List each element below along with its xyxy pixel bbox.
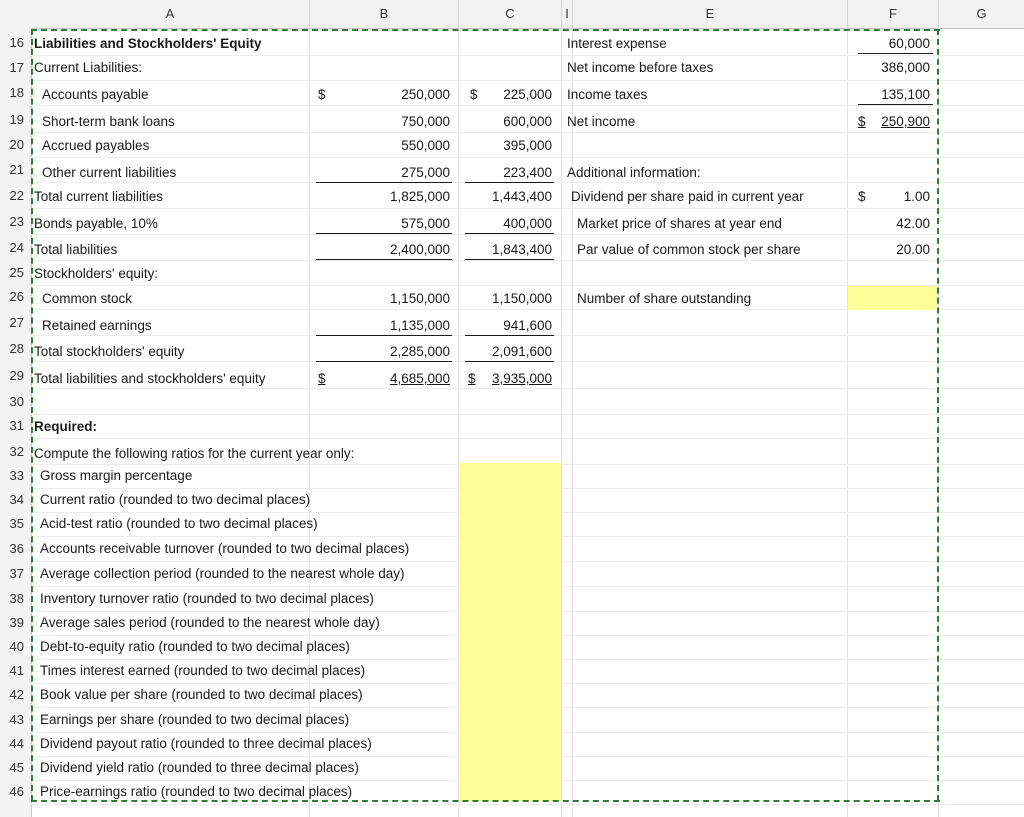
- selection-border-top: [31, 29, 940, 31]
- grid-line: [572, 28, 573, 817]
- ratio-item: Accounts receivable turnover (rounded to two decimal places): [40, 541, 410, 556]
- grid-line: [31, 804, 1024, 805]
- ratio-item: Dividend yield ratio (rounded to three decimal places): [40, 760, 359, 775]
- column-c-value[interactable]: 225,000: [503, 87, 552, 102]
- row-number[interactable]: 36: [9, 541, 24, 556]
- grid-line: [31, 80, 1024, 81]
- column-c-value[interactable]: 2,091,600: [491, 344, 552, 359]
- grid-line: [31, 388, 1024, 389]
- grid-line: [31, 55, 1024, 56]
- balance-heading: Liabilities and Stockholders' Equity: [34, 36, 262, 51]
- required-instruction: Compute the following ratios for the current year only:: [34, 446, 355, 461]
- bonds-payable-label: Bonds payable, 10%: [34, 216, 158, 231]
- dividend-per-share-value[interactable]: 1.00: [903, 189, 930, 204]
- shares-outstanding-label: Number of share outstanding: [577, 291, 752, 306]
- row-number[interactable]: 23: [9, 214, 24, 229]
- income-taxes-label: Income taxes: [567, 87, 648, 102]
- row-number[interactable]: 35: [9, 516, 24, 531]
- row-number[interactable]: 32: [9, 444, 24, 459]
- underline: [858, 53, 933, 54]
- column-b-value[interactable]: 2,400,000: [389, 242, 450, 257]
- underline: [465, 335, 554, 336]
- dollar-sign: $: [858, 189, 866, 204]
- interest-expense-value[interactable]: 60,000: [888, 36, 930, 51]
- column-b-value[interactable]: 550,000: [401, 138, 450, 153]
- column-b-value[interactable]: 250,000: [401, 87, 450, 102]
- total-liabilities-label: Total liabilities: [34, 242, 118, 257]
- common-stock-label: Common stock: [42, 291, 133, 306]
- row-number[interactable]: 18: [9, 85, 24, 100]
- row-number[interactable]: 22: [9, 188, 24, 203]
- dollar-sign: $: [318, 87, 326, 102]
- column-b-value[interactable]: 750,000: [401, 114, 450, 129]
- column-b-value[interactable]: 1,135,000: [389, 318, 450, 333]
- par-value-value[interactable]: 20.00: [896, 242, 930, 257]
- ratio-item: Average sales period (rounded to the nearest whole day): [40, 615, 380, 630]
- total-equity-label: Total stockholders' equity: [34, 344, 185, 359]
- underline: [316, 335, 452, 336]
- column-header-g[interactable]: G: [976, 6, 987, 21]
- row-number[interactable]: 17: [9, 60, 24, 75]
- column-c-value[interactable]: 1,843,400: [491, 242, 552, 257]
- selection-border-left: [31, 29, 33, 801]
- net-income-label: Net income: [567, 114, 636, 129]
- column-c-value[interactable]: 223,400: [503, 165, 552, 180]
- row-number[interactable]: 21: [9, 162, 24, 177]
- par-value-label: Par value of common stock per share: [577, 242, 801, 257]
- row-number[interactable]: 33: [9, 468, 24, 483]
- column-c-value[interactable]: 941,600: [503, 318, 552, 333]
- net-income-before-taxes-value[interactable]: 386,000: [881, 60, 930, 75]
- underline: [316, 259, 452, 260]
- row-number[interactable]: 31: [9, 418, 24, 433]
- column-header-i[interactable]: I: [562, 0, 573, 28]
- underline: [316, 182, 452, 183]
- row-number[interactable]: 20: [9, 137, 24, 152]
- selection-border-bottom: [31, 800, 940, 802]
- underline: [316, 233, 452, 234]
- row-number[interactable]: 42: [9, 687, 24, 702]
- grid-line: [31, 157, 1024, 158]
- row-number[interactable]: 24: [9, 240, 24, 255]
- column-b-value[interactable]: 275,000: [401, 165, 450, 180]
- row-number[interactable]: 41: [9, 663, 24, 678]
- grid-line: [31, 208, 1024, 209]
- underline: [465, 259, 554, 260]
- income-taxes-value[interactable]: 135,100: [881, 87, 930, 102]
- dollar-sign: $: [858, 114, 866, 129]
- dollar-sign: $: [468, 371, 476, 386]
- ratio-item: Earnings per share (rounded to two decimal places): [40, 712, 350, 727]
- ratio-item: Current ratio (rounded to two decimal places): [40, 492, 311, 507]
- ratio-item: Times interest earned (rounded to two decimal places): [40, 663, 366, 678]
- row-number[interactable]: 26: [9, 289, 24, 304]
- column-header-b[interactable]: B: [310, 0, 459, 28]
- column-header-e[interactable]: E: [573, 0, 848, 28]
- column-b-value[interactable]: 4,685,000: [389, 371, 450, 386]
- column-c-value[interactable]: 3,935,000: [491, 371, 552, 386]
- ratio-item: Gross margin percentage: [40, 468, 193, 483]
- row-number[interactable]: 37: [9, 566, 24, 581]
- dividend-per-share-label: Dividend per share paid in current year: [571, 189, 804, 204]
- short-term-loans-label: Short-term bank loans: [42, 114, 175, 129]
- row-number[interactable]: 40: [9, 639, 24, 654]
- grid-line: [31, 438, 1024, 439]
- required-heading: Required:: [34, 419, 98, 434]
- ratio-item: Dividend payout ratio (rounded to three decimal places): [40, 736, 372, 751]
- dollar-sign: $: [470, 87, 478, 102]
- accounts-payable-label: Accounts payable: [42, 87, 149, 102]
- shares-outstanding-input-cell[interactable]: [848, 286, 938, 310]
- row-number[interactable]: 27: [9, 315, 24, 330]
- row-number[interactable]: 46: [9, 784, 24, 799]
- row-number[interactable]: 29: [9, 368, 24, 383]
- underline: [858, 104, 933, 105]
- selection-border-right: [937, 29, 939, 801]
- ratio-item: Inventory turnover ratio (rounded to two decimal places): [40, 591, 374, 606]
- column-header-c[interactable]: C: [459, 0, 562, 28]
- net-income-before-taxes-label: Net income before taxes: [567, 60, 714, 75]
- grid-line: [561, 28, 562, 817]
- ratio-answer-cells[interactable]: [460, 463, 561, 801]
- interest-expense-label: Interest expense: [567, 36, 667, 51]
- dollar-sign: $: [318, 371, 326, 386]
- current-liabilities-label: Current Liabilities:: [34, 60, 143, 75]
- column-header-a[interactable]: A: [31, 0, 310, 28]
- grid-line: [31, 260, 1024, 261]
- row-number[interactable]: 43: [9, 712, 24, 727]
- grid-line: [847, 28, 848, 817]
- ratio-item: Acid-test ratio (rounded to two decimal places): [40, 516, 318, 531]
- column-c-value[interactable]: 1,443,400: [491, 189, 552, 204]
- ratio-item: Price-earnings ratio (rounded to two decimal places): [40, 784, 353, 799]
- underline: [465, 233, 554, 234]
- row-number[interactable]: 45: [9, 760, 24, 775]
- column-c-value[interactable]: 600,000: [503, 114, 552, 129]
- underline: [465, 182, 554, 183]
- row-number[interactable]: 25: [9, 265, 24, 280]
- underline: [465, 361, 554, 362]
- stockholders-equity-label: Stockholders' equity:: [34, 266, 159, 281]
- additional-info-heading: Additional information:: [567, 165, 701, 180]
- column-c-value[interactable]: 395,000: [503, 138, 552, 153]
- row-number[interactable]: 38: [9, 591, 24, 606]
- accrued-payables-label: Accrued payables: [42, 138, 150, 153]
- column-b-value[interactable]: 1,150,000: [389, 291, 450, 306]
- column-c-value[interactable]: 400,000: [503, 216, 552, 231]
- column-b-value[interactable]: 1,825,000: [389, 189, 450, 204]
- row-number[interactable]: 34: [9, 492, 24, 507]
- underline: [316, 361, 452, 362]
- total-liab-equity-label: Total liabilities and stockholders' equity: [34, 371, 266, 386]
- grid-line: [31, 234, 1024, 235]
- net-income-value[interactable]: 250,900: [881, 114, 930, 129]
- market-price-label: Market price of shares at year end: [577, 216, 782, 231]
- column-b-value[interactable]: 2,285,000: [389, 344, 450, 359]
- ratio-item: Debt-to-equity ratio (rounded to two decimal places): [40, 639, 350, 654]
- column-b-value[interactable]: 575,000: [401, 216, 450, 231]
- ratio-item: Average collection period (rounded to the nearest whole day): [40, 566, 405, 581]
- row-number[interactable]: 39: [9, 615, 24, 630]
- grid-line: [31, 105, 1024, 106]
- other-current-label: Other current liabilities: [42, 165, 177, 180]
- column-c-value[interactable]: 1,150,000: [491, 291, 552, 306]
- ratio-item: Book value per share (rounded to two decimal places): [40, 687, 363, 702]
- column-header-f[interactable]: F: [848, 0, 939, 28]
- row-number[interactable]: 16: [9, 35, 24, 50]
- grid-line: [31, 132, 1024, 133]
- retained-earnings-label: Retained earnings: [42, 318, 152, 333]
- row-number[interactable]: 30: [9, 394, 24, 409]
- total-current-label: Total current liabilities: [34, 189, 164, 204]
- row-number[interactable]: 28: [9, 341, 24, 356]
- market-price-value[interactable]: 42.00: [896, 216, 930, 231]
- row-number[interactable]: 19: [9, 112, 24, 127]
- row-number[interactable]: 44: [9, 736, 24, 751]
- grid-line: [31, 414, 1024, 415]
